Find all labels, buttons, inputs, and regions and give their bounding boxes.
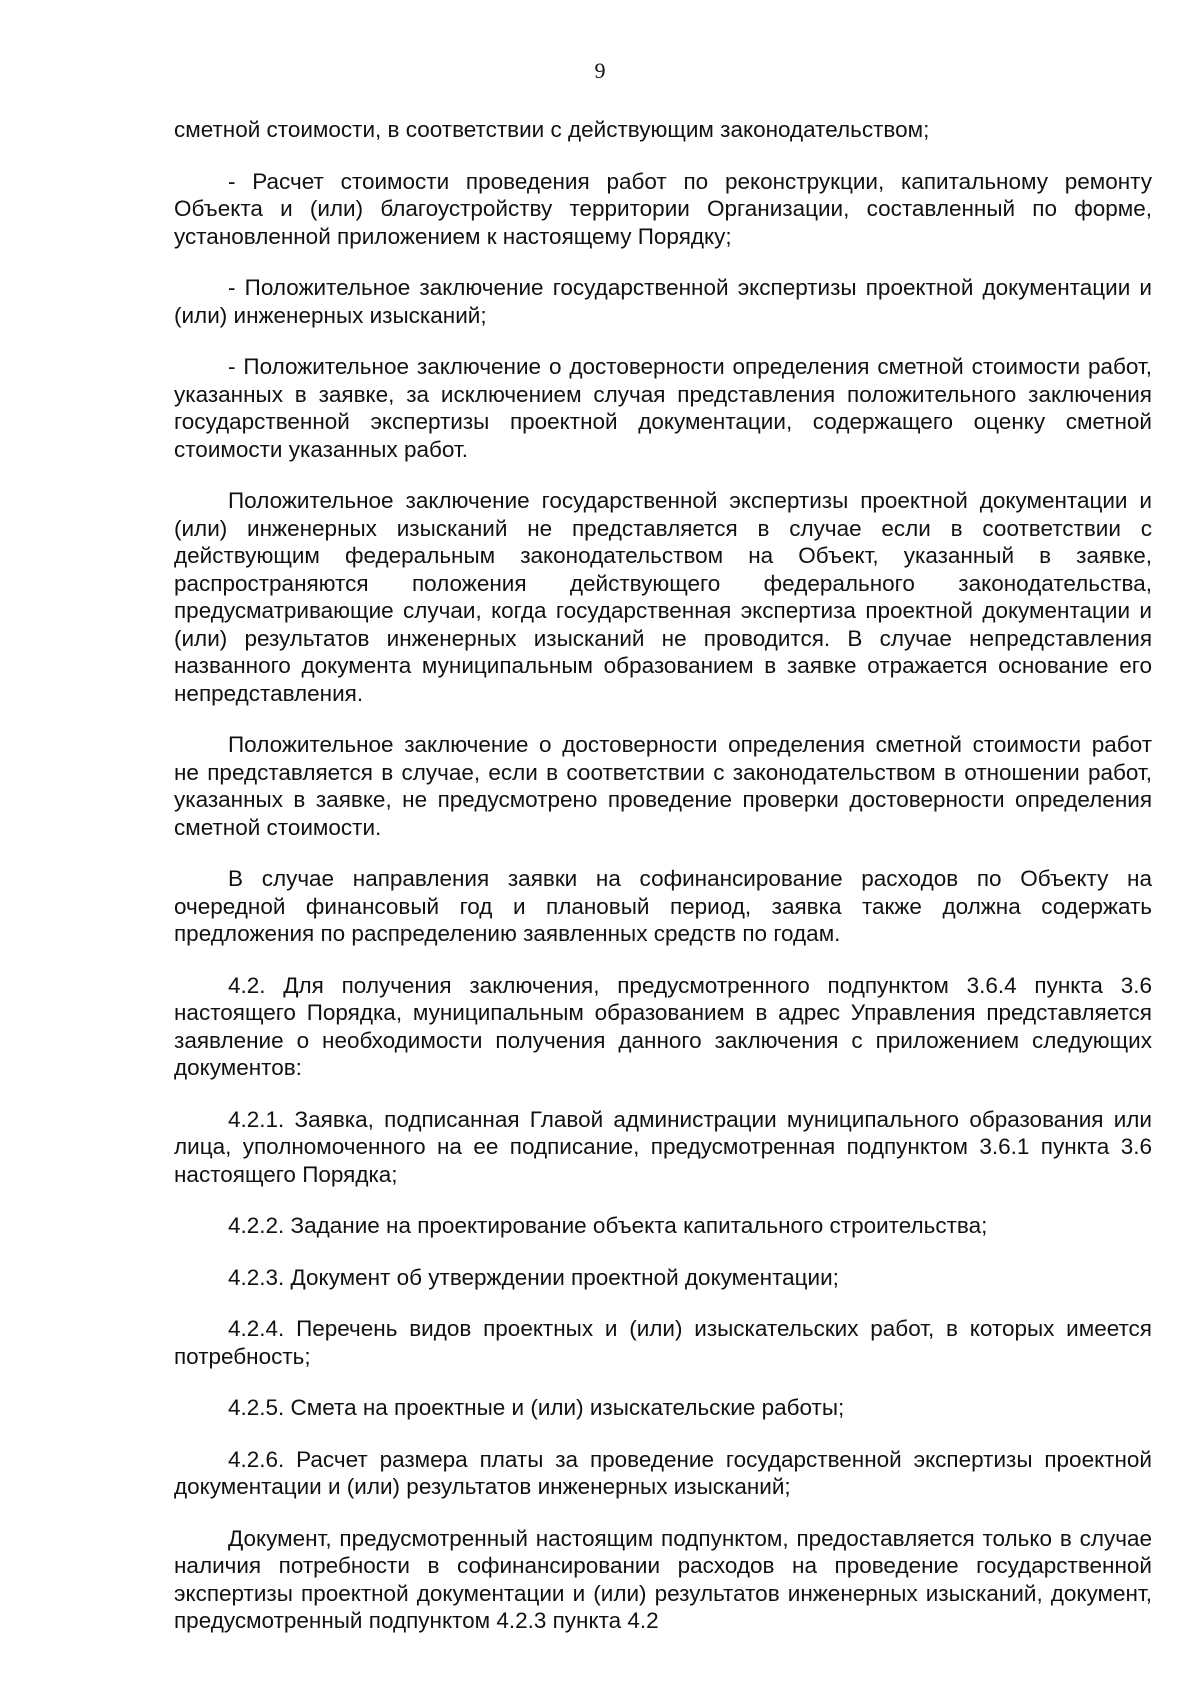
paragraph: 4.2.6. Расчет размера платы за проведение государственной экспертизы проектной документации и (или) результатов инженерных изысканий;	[174, 1446, 1152, 1499]
paragraph: В случае направления заявки на софинансирование расходов по Объекту на очередной финансовый год и плановый период, заявка также должна содержать предложения по распределению заявленных средств по годам.	[174, 866, 1152, 946]
paragraph: 4.2.3. Документ об утверждении проектной документации;	[228, 1264, 839, 1290]
paragraph: 4.2.5. Смета на проектные и (или) изыскательские работы;	[228, 1395, 845, 1420]
paragraph: 4.2.4. Перечень видов проектных и (или) изыскательских работ, в которых имеется потребность;	[174, 1316, 1152, 1369]
paragraph: Документ, предусмотренный настоящим подпунктом, предоставляется только в случае наличия потребности в софинансировании расходов на проведение государственной экспертизы проектной документации и (или) результатов инженерных изысканий, документ, предусмотренный подпунктом 4.2.3 пункта 4.2	[174, 1525, 1152, 1633]
paragraph: - Положительное заключение государственной экспертизы проектной документации и (или) инженерных изысканий;	[174, 275, 1152, 328]
paragraph: Положительное заключение государственной экспертизы проектной документации и (или) инженерных изысканий не представляется в случае если в соответствии с действующим федеральным законодательством на Объект, указанный в заявке, распространяются положения действующего федерального законодательства, предусматривающие случаи, когда государственная экспертиза проектной документации и (или) результатов инженерных изысканий не проводится. В случае непредставления названного документа муниципальным образованием в заявке отражается основание его непредставления.	[174, 488, 1152, 706]
paragraph: - Расчет стоимости проведения работ по реконструкции, капитальному ремонту Объекта и (или) благоустройству территории Организации, составленный по форме, установленной приложением к настоящему Порядку;	[174, 168, 1152, 249]
paragraph: 4.2.1. Заявка, подписанная Главой администрации муниципального образования или лица, уполномоченного на ее подписание, предусмотренная подпунктом 3.6.1 пункта 3.6 настоящего Порядка;	[174, 1106, 1152, 1187]
paragraph: Положительное заключение о достоверности определения сметной стоимости работ не представляется в случае, если в соответствии с законодательством в отношении работ, указанных в заявке, не предусмотрено проведение проверки достоверности определения сметной стоимости.	[174, 732, 1152, 840]
paragraph: 4.2.2. Задание на проектирование объекта капитального строительства;	[228, 1213, 988, 1238]
paragraph: 4.2. Для получения заключения, предусмотренного подпунктом 3.6.4 пункта 3.6 настоящего Порядка, муниципальным образованием в адрес Управления представляется заявление о необходимости получения данного заключения с приложением следующих документов:	[174, 972, 1152, 1080]
paragraph: - Положительное заключение о достоверности определения сметной стоимости работ, указанных в заявке, за исключением случая представления положительного заключения государственной экспертизы проектной документации, содержащего оценку сметной стоимости указанных работ.	[174, 354, 1152, 462]
paragraph: сметной стоимости, в соответствии с действующим законодательством;	[174, 117, 930, 142]
document-body	[174, 116, 1152, 1635]
page-number: 9	[594, 58, 606, 83]
